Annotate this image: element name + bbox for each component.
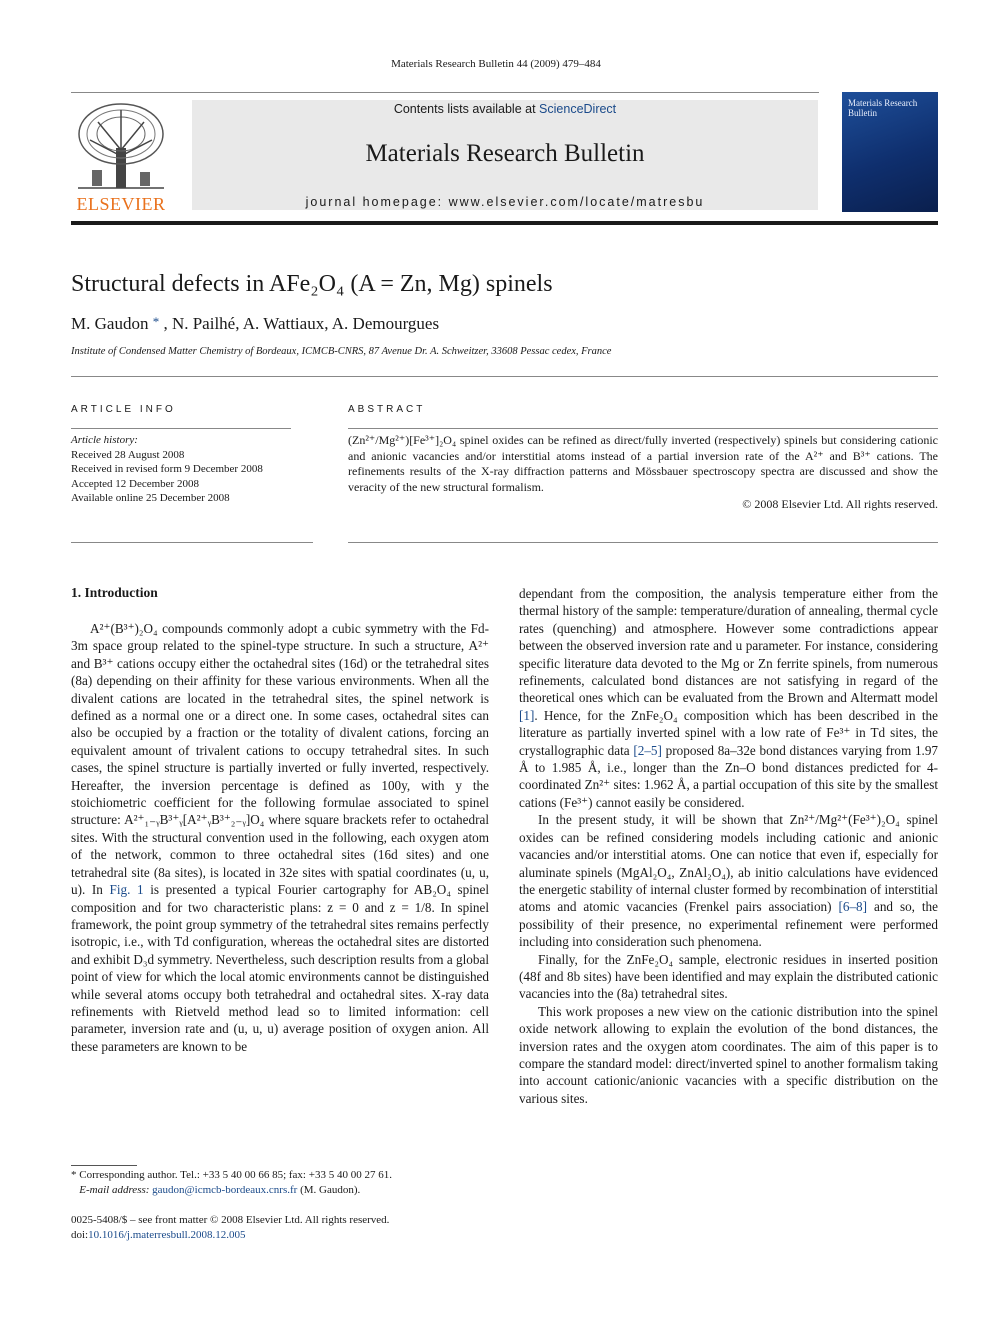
email-label: E-mail address: (79, 1184, 150, 1196)
paragraph: This work proposes a new view on the cationic distribution into the spinel oxide network allowing to explain the evolution of the bond distances, the inversion rates and the oxygen atom coordinates. The aim of this paper is to compare the standard model: direct/inverted spinel to another formalism taking into account cationic/anionic vacancies with a specific distribution on the various sites. (519, 1003, 938, 1106)
header-rule (71, 221, 938, 225)
footnote-rule (71, 1165, 137, 1166)
tree-icon (70, 100, 172, 192)
sciencedirect-link[interactable]: ScienceDirect (539, 102, 617, 116)
reference-link[interactable]: [2–5] (633, 742, 662, 758)
front-matter-info (71, 1213, 389, 1243)
elsevier-wordmark: ELSEVIER (76, 194, 166, 214)
reference-link[interactable]: [6–8] (838, 899, 868, 915)
abstract-text: (Zn²⁺/Mg²⁺)[Fe³⁺]₂O₄ spinel oxides can be refined as direct/fully inverted (respectively) spinels but considering cationic and anionic vacancies and/or interstitial atoms instead of a partial inversion rate of the A²⁺ and B³⁺ cations. The refinements results of the X-ray diffraction patterns and Mössbauer spectroscopy spectra are discussed and show the veracity of the new structural formalism. (348, 433, 938, 494)
cover-title: Materials Research Bulletin (848, 98, 918, 118)
abstract-label: ABSTRACT (348, 404, 426, 415)
contents-line (192, 102, 818, 116)
email-line (71, 1183, 501, 1198)
section-heading-introduction: 1. Introduction (71, 585, 158, 600)
article-history (71, 433, 263, 506)
journal-homepage[interactable]: journal homepage: www.elsevier.com/locate/matresbu (305, 195, 705, 209)
left-column (71, 620, 489, 1055)
right-column (519, 585, 938, 1107)
lead-author: M. Gaudon (71, 314, 149, 333)
paragraph-text: dependant from the composition, the analysis temperature either from the thermal history of the sample: temperature/duration of annealing, thermal cycle rates (quenching) and atmosphere. However some contradictions appear between the observed inversion rate and u parameter. For instance, considering specific literature data devoted to the Mg or Zn ferrite spinels, from numerous refinements, calculated bond distances are not satisfying in regard of the theoretical ones which can be evaluated from the Brown and Altermatt model (519, 586, 938, 706)
issn-line: 0025-5408/$ – see front matter © 2008 Elsevier Ltd. All rights reserved. (71, 1214, 390, 1226)
article-info-label: ARTICLE INFO (71, 404, 176, 415)
paragraph (71, 620, 489, 1055)
abstract-copyright: © 2008 Elsevier Ltd. All rights reserved. (742, 497, 938, 511)
article-info-bottom-rule (71, 542, 313, 543)
paragraph-text: In the present study, it will be shown that Zn²⁺/Mg²⁺(Fe³⁺)₂O₄ spinel oxides can be refined considering models including cationic and anionic vacancies and/or interstitial atoms. One can notice that even if, especially for aluminate spinels (MgAl₂O₄, ZnAl₂O₄), ab initio calculations have evidenced the energetic stability of internal cluster formed by recombination of interstitial atoms and atomic vacancies (Frenkel pairs association) (519, 812, 938, 915)
corresponding-author-marker[interactable]: * (152, 314, 160, 329)
reference-link[interactable]: [1] (519, 707, 535, 723)
author-list (71, 314, 439, 334)
affiliation-rule (71, 376, 938, 377)
revised-date: Received in revised form 9 December 2008 (71, 463, 263, 475)
accepted-date: Accepted 12 December 2008 (71, 477, 199, 490)
journal-name: Materials Research Bulletin (365, 140, 645, 167)
contents-prefix: Contents lists available at (393, 102, 536, 116)
paragraph-text: . Hence, for the ZnFe₂O₄ composition which has been described in the literature as partially inverted spinel with a low rate of Fe³⁺ in Td sites, the crystallographic data (519, 707, 938, 758)
co-authors: , N. Pailhé, A. Wattiaux, A. Demourgues (163, 314, 440, 333)
paragraph-text: proposed 8a–32e bond distances varying from 1.97 Å to 1.985 Å, i.e., longer than the Zn–O bond distances predicted for 4-coordinated Zn²⁺ sites: 1.962 Å, a partial occupation of this site by the smallest cations (Fe³⁺) cannot easily be considered. (519, 742, 939, 810)
abstract-bottom-rule (348, 542, 938, 543)
journal-reference: Materials Research Bulletin 44 (2009) 479–484 (391, 58, 601, 70)
corresponding-author-note: * Corresponding author. Tel.: +33 5 40 00 66 85; fax: +33 5 40 00 27 61. (71, 1169, 392, 1181)
online-date: Available online 25 December 2008 (71, 492, 230, 504)
paragraph: Finally, for the ZnFe₂O₄ sample, electronic residues in inserted position (48f and 8b sites) have been identified and may explain the distributed cationic vacancies into the (8a) tetrahedral sites. (519, 951, 938, 1002)
doi-label: doi: (71, 1229, 89, 1241)
banner-rule (71, 92, 819, 93)
history-heading: Article history: (71, 434, 138, 446)
figure-link[interactable]: Fig. 1 (109, 882, 144, 898)
doi-link[interactable]: 10.1016/j.materresbull.2008.12.005 (88, 1229, 246, 1241)
email-link[interactable]: gaudon@icmcb-bordeaux.cnrs.fr (152, 1184, 298, 1196)
abstract-rule (348, 428, 938, 429)
article-info-rule (71, 428, 291, 429)
paragraph (519, 811, 938, 950)
doi-line (71, 1228, 389, 1243)
paragraph-text: is presented a typical Fourier cartography for AB₂O₄ spinel composition and for two characteristic plans: z = 0 and z = 1/8. In spinel framework, the point group symmetry of the tetrahedral sites remains perfectly isotropic, i.e., with Td configuration, whereas the octahedral sites are distorted and exhibit D₃d symmetry. Nevertheless, such description results from a global point of view for which the local atomic environments cannot be distinguished while several atoms occupy both tetrahedral and octahedral sites. X-ray data refinements with Rietveld method lead so to limited information: cell parameter, inversion rate and (u, u, u) average position of oxygen anion. All these parameters are known to be (71, 882, 490, 1054)
paragraph-text: A²⁺(B³⁺)₂O₄ compounds commonly adopt a cubic symmetry with the Fd-3m space group related to the spinel-type structure. In such a structure, A²⁺ and B³⁺ cations occupy either the octahedral sites (16d) or the tetrahedral sites (8a) depending on their affinity for these various environments. When all the divalent cations are located in the tetrahedral sites, the spinel network is defined as a normal one or a direct one. In some cases, octahedral sites can also be occupied by a fraction or the totality of divalent cations, forcing an equivalent amount of trivalent cations to occupy tetrahedral sites. In such cases, the spinel structure is partially inverted or fully inverted, respectively. Hereafter, the inversion percentage is defined as 100y, with y the stoichiometric coefficient for the following formulae associated to spinel structure: A²⁺₁₋ᵧB³⁺ᵧ[A²⁺ᵧB³⁺₂₋ᵧ]O₄ where square brackets refer to octahedral sites. With the structural convention used in the following, each oxygen atom of the network, common to three octahedral sites (16d sites) and one tetrahedral site (8a sites), is located in 32e sites with spatial coordinates (u, u, u). In (71, 621, 489, 898)
affiliation: Institute of Condensed Matter Chemistry of Bordeaux, ICMCB-CNRS, 87 Avenue Dr. A. Schweitzer, 33608 Pessac cedex, France (71, 346, 612, 357)
article-title: Structural defects in AFe₂O₄ (A = Zn, Mg) spinels (71, 271, 553, 297)
paragraph (519, 585, 938, 811)
received-date: Received 28 August 2008 (71, 448, 185, 461)
footnote (71, 1168, 501, 1198)
email-suffix: (M. Gaudon). (300, 1184, 361, 1196)
paragraph-text: and so, the possibility of their presence, no experimental refinement were performed including into consideration such phenomena. (519, 899, 939, 950)
